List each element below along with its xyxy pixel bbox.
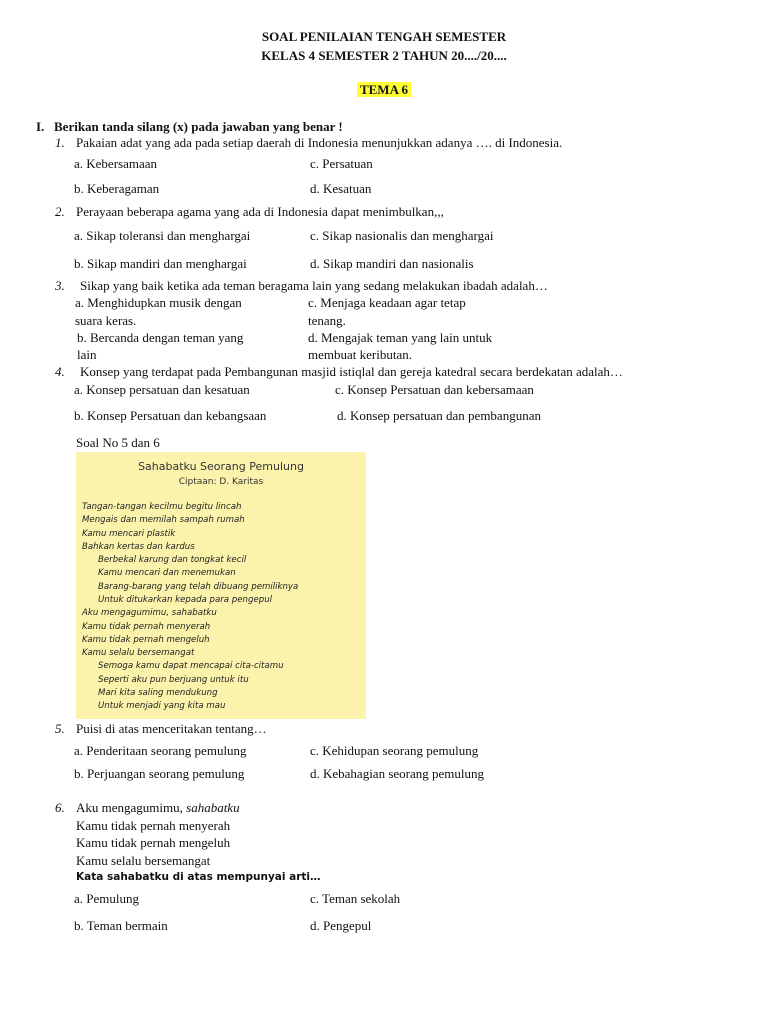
page-subtitle: KELAS 4 SEMESTER 2 TAHUN 20..../20.... <box>261 48 507 63</box>
q1-option-d: d. Kesatuan <box>310 181 372 196</box>
poem-line: Semoga kamu dapat mencapai cita-citamu <box>98 661 284 671</box>
q5-number: 5. <box>55 721 65 736</box>
passage-label: Soal No 5 dan 6 <box>76 435 160 450</box>
q4-text: Konsep yang terdapat pada Pembangunan masjid istiqlal dan gereja katedral secara berdekatan adalah… <box>80 364 623 379</box>
q3-option-a-line2: suara keras. <box>75 313 137 328</box>
q6-quote-line1 <box>76 800 240 816</box>
q5-option-c: c. Kehidupan seorang pemulung <box>310 743 479 758</box>
poem-line: Kamu tidak pernah menyerah <box>82 622 211 632</box>
q6-option-a: a. Pemulung <box>74 891 139 906</box>
q3-option-c-line1: c. Menjaga keadaan agar tetap <box>308 295 466 310</box>
q6-option-c: c. Teman sekolah <box>310 891 401 906</box>
q2-option-a: a. Sikap toleransi dan menghargai <box>74 228 251 243</box>
poem-line: Untuk menjadi yang kita mau <box>98 701 226 711</box>
q2-number: 2. <box>55 204 65 219</box>
poem-line: Bahkan kertas dan kardus <box>82 542 195 552</box>
q6-quote-line2: Kamu tidak pernah menyerah <box>76 818 231 833</box>
q6-prompt: Kata sahabatku di atas mempunyai arti… <box>76 871 321 883</box>
q3-option-d-line1: d. Mengajak teman yang lain untuk <box>308 330 493 345</box>
q2-option-c: c. Sikap nasionalis dan menghargai <box>310 228 494 243</box>
page-title: SOAL PENILAIAN TENGAH SEMESTER <box>261 29 507 44</box>
theme-highlight: TEMA 6 <box>357 82 411 97</box>
q5-text: Puisi di atas menceritakan tentang… <box>76 721 267 736</box>
poem-title: Sahabatku Seorang Pemulung <box>138 460 304 473</box>
section-number: I. <box>36 119 45 134</box>
poem-line: Tangan-tangan kecilmu begitu lincah <box>82 502 242 512</box>
q3-option-a-line1: a. Menghidupkan musik dengan <box>75 295 242 310</box>
q3-option-c-line2: tenang. <box>308 313 346 328</box>
poem-line: Kamu selalu bersemangat <box>82 648 195 658</box>
q2-option-d: d. Sikap mandiri dan nasionalis <box>310 256 474 271</box>
q2-option-b: b. Sikap mandiri dan menghargai <box>74 256 247 271</box>
q6-number: 6. <box>55 800 65 815</box>
section-instruction: Berikan tanda silang (x) pada jawaban yang benar ! <box>54 119 343 134</box>
q4-option-a: a. Konsep persatuan dan kesatuan <box>74 382 250 397</box>
q3-option-b-line2: lain <box>77 347 97 362</box>
q3-option-b-line1: b. Bercanda dengan teman yang <box>77 330 244 345</box>
poem-line: Barang-barang yang telah dibuang pemiliknya <box>98 582 299 592</box>
q5-option-b: b. Perjuangan seorang pemulung <box>74 766 245 781</box>
q5-option-d: d. Kebahagian seorang pemulung <box>310 766 485 781</box>
q6-quote-line1-text: Aku mengagumimu, <box>76 800 187 815</box>
poem-line: Aku mengagumimu, sahabatku <box>82 608 217 618</box>
q6-quote-line3: Kamu tidak pernah mengeluh <box>76 835 231 850</box>
q3-text: Sikap yang baik ketika ada teman beragama lain yang sedang melakukan ibadah adalah… <box>80 278 548 293</box>
poem-line: Berbekal karung dan tongkat kecil <box>98 555 247 565</box>
poem-line: Mengais dan memilah sampah rumah <box>82 515 245 525</box>
q2-text: Perayaan beberapa agama yang ada di Indonesia dapat menimbulkan,,, <box>76 204 444 219</box>
poem-line: Kamu tidak pernah mengeluh <box>82 635 210 645</box>
poem-line: Kamu mencari plastik <box>82 529 176 539</box>
q3-option-d-line2: membuat keributan. <box>308 347 412 362</box>
poem-author: Ciptaan: D. Karitas <box>178 477 264 487</box>
poem-box <box>76 452 366 719</box>
q1-option-b: b. Keberagaman <box>74 181 160 196</box>
q5-option-a: a. Penderitaan seorang pemulung <box>74 743 247 758</box>
q3-number: 3. <box>55 278 65 293</box>
q1-number: 1. <box>55 135 65 150</box>
q4-option-c: c. Konsep Persatuan dan kebersamaan <box>335 382 534 397</box>
q6-option-d: d. Pengepul <box>310 918 372 933</box>
q6-quote-line4: Kamu selalu bersemangat <box>76 853 211 868</box>
q1-option-c: c. Persatuan <box>310 156 373 171</box>
poem-line: Seperti aku pun berjuang untuk itu <box>98 675 249 685</box>
q4-option-b: b. Konsep Persatuan dan kebangsaan <box>74 408 267 423</box>
q6-quote-keyword: sahabatku <box>186 800 240 815</box>
poem-line: Untuk ditukarkan kepada para pengepul <box>98 595 273 605</box>
q6-option-b: b. Teman bermain <box>74 918 168 933</box>
theme-label <box>0 82 768 98</box>
poem-line: Kamu mencari dan menemukan <box>98 568 236 578</box>
poem-line: Mari kita saling mendukung <box>98 688 218 698</box>
q4-option-d: d. Konsep persatuan dan pembangunan <box>337 408 541 423</box>
q4-number: 4. <box>55 364 65 379</box>
q1-text: Pakaian adat yang ada pada setiap daerah di Indonesia menunjukkan adanya …. di Indonesia. <box>76 135 563 150</box>
q1-option-a: a. Kebersamaan <box>74 156 158 171</box>
